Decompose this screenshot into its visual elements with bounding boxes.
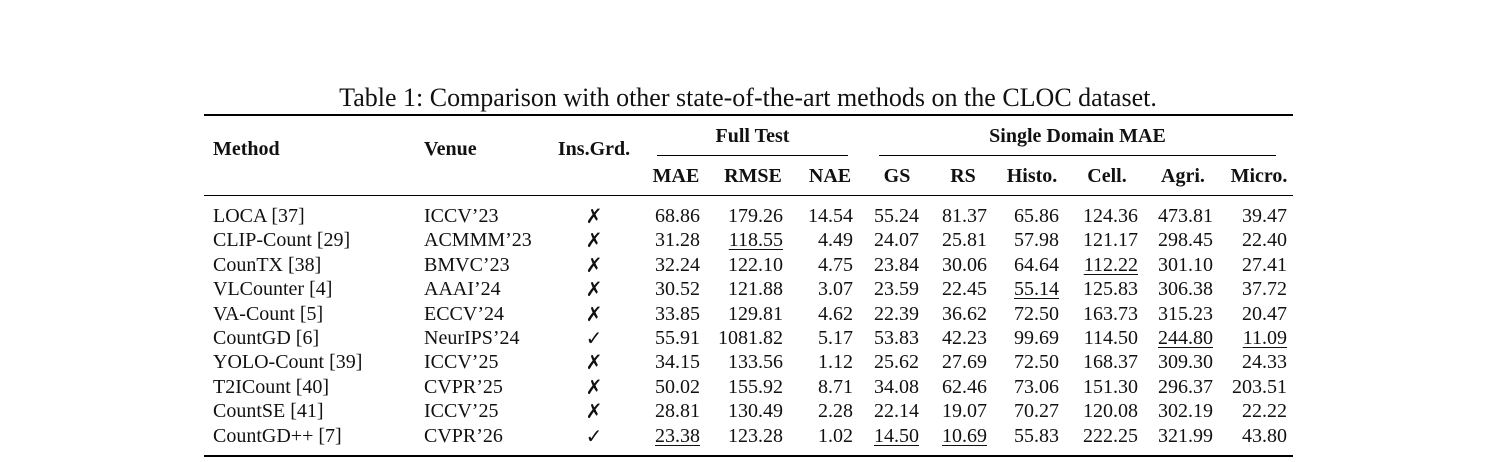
header-col-mae: MAE (652, 165, 700, 187)
value-cell: 37.72 (1242, 278, 1287, 301)
header-col-rs: RS (950, 165, 976, 187)
value-cell: 473.81 (1158, 205, 1213, 227)
venue-cell: ICCV’23 (424, 205, 499, 227)
header-rule (204, 195, 1293, 196)
method-cell: CountGD++ [7] (213, 424, 342, 447)
cross-mark: ✗ (585, 350, 603, 375)
value-cell: 163.73 (1083, 302, 1138, 325)
value-cell: 31.28 (655, 229, 700, 252)
value-cell: 39.47 (1242, 205, 1287, 227)
value-cell: 24.07 (874, 229, 919, 252)
value-cell: 121.88 (728, 278, 783, 301)
header-col-rmse: RMSE (724, 165, 782, 187)
value-cell: 30.06 (942, 253, 987, 276)
value-cell: 222.25 (1083, 424, 1138, 447)
value-cell: 30.52 (655, 278, 700, 301)
header-col-agri: Agri. (1161, 165, 1205, 187)
value-cell: 203.51 (1232, 375, 1287, 398)
cross-mark: ✗ (585, 399, 603, 424)
value-cell: 68.86 (655, 205, 700, 227)
value-cell: 28.81 (655, 400, 700, 423)
value-cell: 42.23 (942, 327, 987, 349)
venue-cell: NeurIPS’24 (424, 327, 520, 349)
value-cell: 125.83 (1083, 278, 1138, 301)
method-cell: CountSE [41] (213, 400, 324, 423)
value-cell: 179.26 (728, 205, 783, 227)
venue-cell: AAAI’24 (424, 278, 501, 301)
value-cell: 118.55 (728, 229, 783, 252)
value-cell: 4.49 (818, 229, 853, 252)
header-col-histo: Histo. (1006, 165, 1058, 187)
value-cell: 43.80 (1242, 424, 1287, 447)
value-cell: 151.30 (1083, 375, 1138, 398)
value-cell: 122.10 (728, 253, 783, 276)
check-mark: ✓ (585, 326, 603, 350)
value-cell: 22.22 (1242, 400, 1287, 423)
value-cell: 22.45 (942, 278, 987, 301)
value-cell: 14.54 (808, 205, 853, 227)
value-cell: 24.33 (1242, 351, 1287, 374)
method-cell: YOLO-Count [39] (213, 351, 363, 374)
cross-mark: ✗ (585, 374, 603, 399)
value-cell: 123.28 (728, 424, 783, 447)
value-cell: 11.09 (1242, 327, 1287, 349)
value-cell: 3.07 (818, 278, 853, 301)
table-caption: Table 1: Comparison with other state-of-the-art methods on the CLOC dataset. (339, 83, 1157, 112)
value-cell: 55.83 (1014, 424, 1059, 447)
value-cell: 34.08 (874, 375, 919, 398)
value-cell: 168.37 (1083, 351, 1138, 374)
full-test-cmidrule (657, 155, 848, 156)
value-cell: 315.23 (1158, 302, 1213, 325)
value-cell: 120.08 (1083, 400, 1138, 423)
cross-mark: ✗ (585, 204, 603, 228)
value-cell: 65.86 (1014, 205, 1059, 227)
header-full-test: Full Test (715, 125, 790, 147)
value-cell: 19.07 (942, 400, 987, 423)
value-cell: 1081.82 (718, 327, 783, 349)
value-cell: 14.50 (874, 424, 919, 447)
value-cell: 155.92 (728, 375, 783, 398)
value-cell: 121.17 (1083, 229, 1138, 252)
value-cell: 124.36 (1083, 205, 1138, 227)
value-cell: 81.37 (942, 205, 987, 227)
header-method: Method (213, 138, 280, 160)
header-col-cell: Cell. (1087, 165, 1127, 187)
value-cell: 306.38 (1158, 278, 1213, 301)
value-cell: 27.69 (942, 351, 987, 374)
method-cell: VLCounter [4] (213, 278, 333, 301)
method-cell: T2ICount [40] (213, 375, 330, 398)
bottom-rule (204, 455, 1293, 457)
method-cell: CountGD [6] (213, 327, 320, 349)
value-cell: 114.50 (1083, 327, 1138, 349)
value-cell: 22.40 (1242, 229, 1287, 252)
value-cell: 25.81 (942, 229, 987, 252)
value-cell: 1.12 (818, 351, 853, 374)
value-cell: 302.19 (1158, 400, 1213, 423)
value-cell: 55.91 (655, 327, 700, 349)
value-cell: 64.64 (1014, 253, 1059, 276)
single-domain-cmidrule (879, 155, 1276, 156)
venue-cell: CVPR’25 (424, 375, 503, 398)
venue-cell: ACMMM’23 (424, 229, 532, 252)
value-cell: 25.62 (874, 351, 919, 374)
value-cell: 133.56 (728, 351, 783, 374)
value-cell: 55.24 (874, 205, 919, 227)
value-cell: 53.83 (874, 327, 919, 349)
value-cell: 34.15 (655, 351, 700, 374)
value-cell: 4.75 (818, 253, 853, 276)
value-cell: 2.28 (818, 400, 853, 423)
value-cell: 244.80 (1158, 327, 1213, 349)
method-cell: CLIP-Count [29] (213, 229, 351, 252)
header-venue: Venue (424, 138, 477, 160)
value-cell: 301.10 (1158, 253, 1213, 276)
venue-cell: BMVC’23 (424, 253, 510, 276)
value-cell: 23.38 (655, 424, 700, 447)
check-mark: ✓ (585, 423, 603, 448)
value-cell: 8.71 (818, 375, 853, 398)
value-cell: 298.45 (1158, 229, 1213, 252)
cross-mark: ✗ (585, 277, 603, 302)
value-cell: 10.69 (942, 424, 987, 447)
value-cell: 36.62 (942, 302, 987, 325)
value-cell: 23.59 (874, 278, 919, 301)
value-cell: 32.24 (655, 253, 700, 276)
cross-mark: ✗ (585, 301, 603, 326)
top-rule (204, 114, 1293, 116)
header-col-nae: NAE (808, 165, 852, 187)
value-cell: 129.81 (728, 302, 783, 325)
header-single-domain: Single Domain MAE (989, 125, 1166, 147)
cross-mark: ✗ (585, 228, 603, 253)
value-cell: 23.84 (874, 253, 919, 276)
value-cell: 50.02 (655, 375, 700, 398)
value-cell: 72.50 (1014, 302, 1059, 325)
value-cell: 57.98 (1014, 229, 1059, 252)
cross-mark: ✗ (585, 252, 603, 277)
value-cell: 309.30 (1158, 351, 1213, 374)
venue-cell: ICCV’25 (424, 351, 499, 374)
value-cell: 70.27 (1014, 400, 1059, 423)
method-cell: VA-Count [5] (213, 302, 324, 325)
value-cell: 72.50 (1014, 351, 1059, 374)
value-cell: 296.37 (1158, 375, 1213, 398)
value-cell: 27.41 (1242, 253, 1287, 276)
value-cell: 20.47 (1242, 302, 1287, 325)
value-cell: 62.46 (942, 375, 987, 398)
value-cell: 55.14 (1014, 278, 1059, 301)
value-cell: 99.69 (1014, 327, 1059, 349)
value-cell: 1.02 (818, 424, 853, 447)
value-cell: 5.17 (818, 327, 853, 349)
value-cell: 4.62 (818, 302, 853, 325)
venue-cell: CVPR’26 (424, 424, 503, 447)
venue-cell: ECCV’24 (424, 302, 504, 325)
value-cell: 22.14 (874, 400, 919, 423)
venue-cell: ICCV’25 (424, 400, 499, 423)
value-cell: 22.39 (874, 302, 919, 325)
method-cell: CounTX [38] (213, 253, 322, 276)
value-cell: 130.49 (728, 400, 783, 423)
header-insgrd: Ins.Grd. (557, 138, 631, 160)
value-cell: 112.22 (1083, 253, 1138, 276)
value-cell: 73.06 (1014, 375, 1059, 398)
header-col-micro: Micro. (1230, 165, 1288, 187)
value-cell: 321.99 (1158, 424, 1213, 447)
header-col-gs: GS (883, 165, 911, 187)
value-cell: 33.85 (655, 302, 700, 325)
method-cell: LOCA [37] (213, 205, 305, 227)
